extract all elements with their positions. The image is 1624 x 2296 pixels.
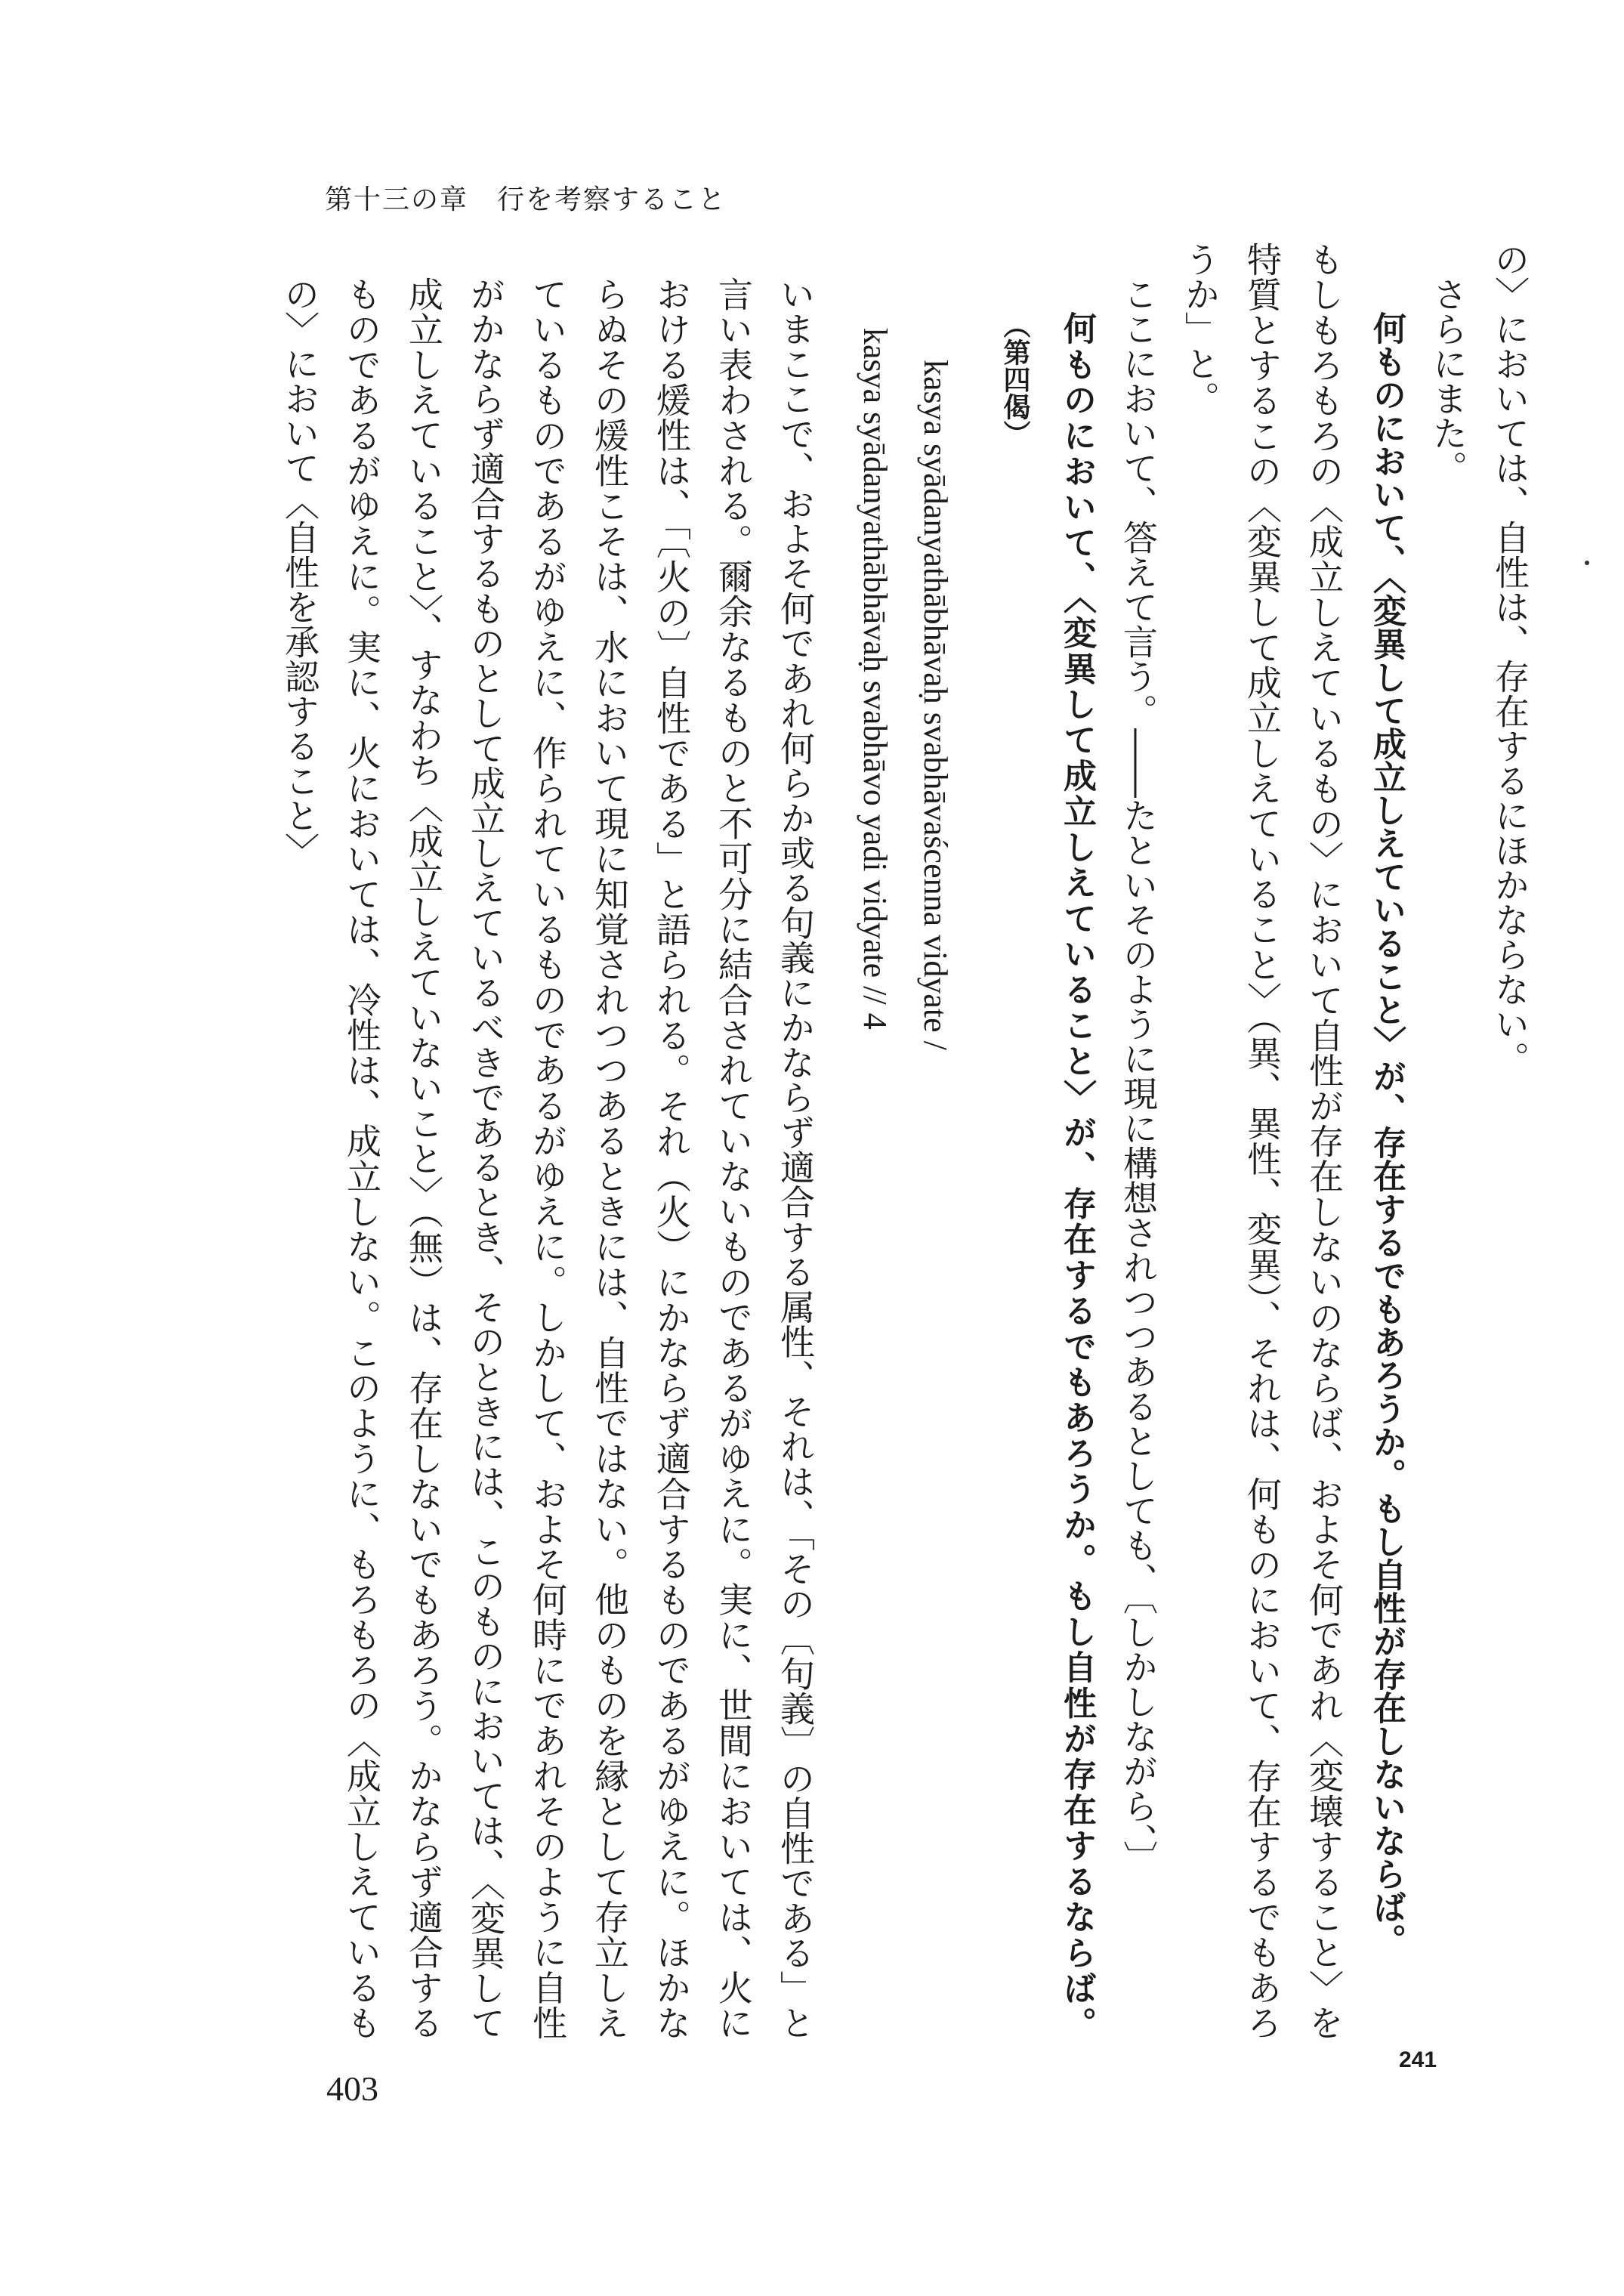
running-head: 第十三の章 行を考察すること (325, 184, 727, 215)
body-line-continuation: の〉においては、自性は、存在するにほかならない。 (1490, 242, 1530, 1076)
blank-line (965, 242, 983, 2040)
commentary-paragraph: いまここで、およそ何であれ何らか或る句義にかならず適合する属性、それは、「その〔句義〕の自性である」と言い表わされる。爾余なるものと不可分に結合されていないものであるがゆえに。実に、世間においては、火における煖性は、「〔火の〕自性である」と語られる。それ（火）にかならず適合するものであるがゆえに。ほかならぬその煖性こそは、水において現に知覚されつつあるときには、自性ではない。他のものを縁として存立しえているものであるがゆえに、作られているものであるがゆえに。しかして、およそ何時にであれそのように自性がかならず適合するものとして成立しえているべきであるとき、そのときには、このものにおいては、〈変異して成立しえていること〉、すなわち〈成立しえていないこと〉（無）は、存在しないでもあろう。かならず適合するものであるがゆえに。実に、火においては、冷性は、成立しない。このように、もろもろの〈成立しえているもの〉において〈自性を承認すること〉 (279, 277, 816, 2041)
verse-translation-answer (983, 311, 1107, 2040)
body-line-transition: さらにまた。 (1428, 277, 1468, 485)
sanskrit-verse-line-1: kasya syādanyathābhāvaḥ svabhāvaścenna vidyate / (917, 360, 954, 1050)
blank-line (826, 242, 844, 2040)
verse-translation-question: 何ものにおいて、〈変異して成立しえていること〉が、存在するでもあろうか。もし自性が存在しないならば。 (1367, 311, 1406, 1957)
stray-ink-mark (1585, 561, 1589, 565)
sanskrit-verse-line-2: kasya syādanyathābhāvaḥ svabhāvo yadi vidyate // 4 (857, 328, 894, 1030)
answer-intro: ここにおいて、答えて言う。――たといそのように現に構想されつつあるとしても、〔しかしながら、〕 (1118, 277, 1159, 1875)
verse-translation-text: 何ものにおいて、〈変異して成立しえていること〉が、存在するでもあろうか。もし自性が存在するならば。 (1057, 311, 1096, 2040)
page-number: 403 (326, 2069, 378, 2108)
verse-number-note: （第四偈） (999, 311, 1030, 447)
vertical-text-block (272, 242, 1541, 2040)
folio-number: 241 (1399, 2047, 1437, 2072)
objection-paragraph: もしもろもろの〈成立しえているもの〉において自性が存在しないのならば、およそ何であれ〈変壊すること〉を特質とするこの〈変異して成立しえていること〉（異、異性、変異）、それは、何ものにおいて、存在するでもあろうか」と。 (1180, 242, 1345, 2040)
